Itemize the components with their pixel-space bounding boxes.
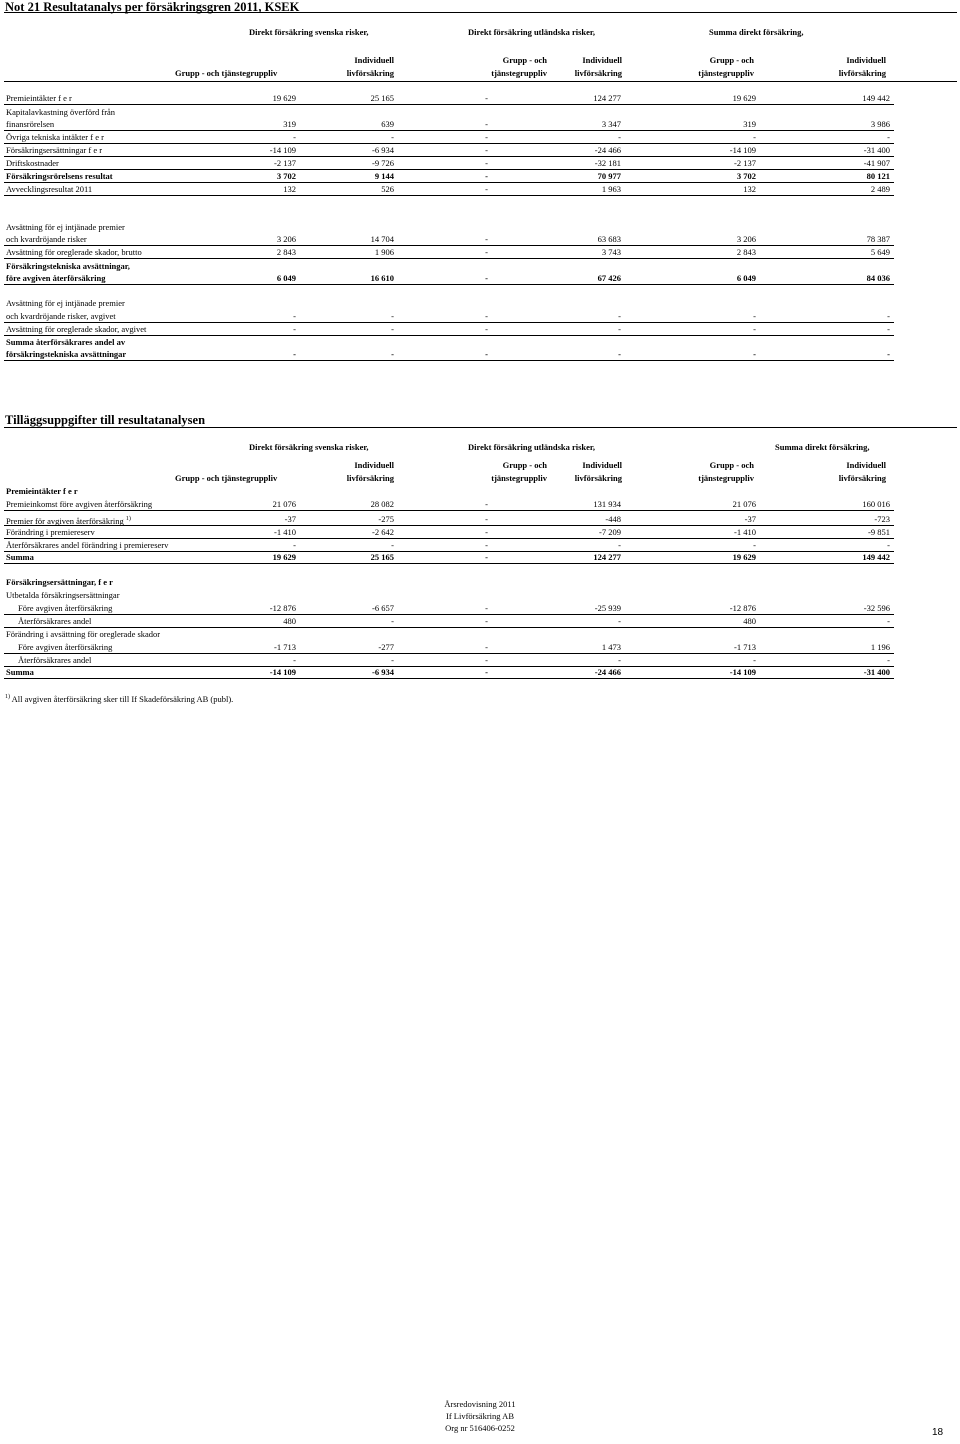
page-title: Not 21 Resultatanalys per försäkringsgren 2011, KSEK [5, 0, 300, 14]
subsection-heading: Premieintäkter f e r [6, 486, 78, 496]
colhead-1: Grupp - och tjänstegruppliv [175, 68, 278, 78]
table-row-label: Avsättning för ej intjänade premier [6, 298, 125, 308]
table-row-total: Summa 19 629 25 165 - 124 277 19 629 149 442 [4, 552, 894, 564]
colhead-6b: livförsäkring [838, 473, 886, 483]
footer-line: Org nr 516406-0252 [445, 1423, 515, 1433]
colhead-3a: Grupp - och [502, 460, 547, 470]
table-row: Avsättning för oreglerade skador, avgivet - - - - - - [4, 324, 894, 336]
table-row: Driftskostnader -2 137 -9 726 - -32 181 -2 137 -41 907 [4, 158, 894, 170]
colhead-6a: Individuell [846, 55, 886, 65]
table-row-label: Avsättning för ej intjänade premier [6, 222, 125, 232]
colhead-3b: tjänstegruppliv [491, 473, 547, 483]
table-row: Avsättning för oreglerade skador, brutto 2 843 1 906 - 3 743 2 843 5 649 [4, 247, 894, 259]
group-header-summa: Summa direkt försäkring, [709, 27, 804, 37]
table-row: finansrörelsen 319 639 - 3 347 319 3 986 [4, 119, 894, 131]
table-row: Återförsäkrares andel - - - - - - [4, 655, 894, 667]
page-footer [360, 1398, 600, 1434]
title-rule [4, 12, 957, 13]
group-header-svenska: Direkt försäkring svenska risker, [249, 442, 369, 452]
footnote-marker: 1) [125, 516, 131, 522]
colhead-1: Grupp - och tjänstegruppliv [175, 473, 278, 483]
table-row: Premieinkomst före avgiven återförsäkring 21 076 28 082 - 131 934 21 076 160 016 [4, 499, 894, 511]
table-row-total: försäkringstekniska avsättningar - - - - - - [4, 349, 894, 361]
table-row-total: Försäkringsrörelsens resultat 3 702 9 144 - 70 977 3 702 80 121 [4, 171, 894, 183]
colhead-4b: livförsäkring [574, 473, 622, 483]
table-row-label: Kapitalavkastning överförd från [6, 107, 116, 117]
footnote-text: All avgiven återförsäkring sker till If Skadeförsäkring AB (publ). [11, 694, 234, 704]
colhead-2a: Individuell [354, 460, 394, 470]
section-rule [4, 427, 957, 428]
footnote [5, 694, 233, 704]
group-header-utlandska: Direkt försäkring utländska risker, [468, 27, 596, 37]
footer-line: Årsredovisning 2011 [444, 1399, 516, 1409]
subsection-heading: Försäkringsersättningar, f e r [6, 577, 113, 587]
colhead-6a: Individuell [846, 460, 886, 470]
colhead-2b: livförsäkring [346, 68, 394, 78]
table-row-label: Förändring i avsättning för oreglerade skador [6, 629, 161, 639]
table-row: och kvardröjande risker 3 206 14 704 - 63 683 3 206 78 387 [4, 234, 894, 246]
colhead-2b: livförsäkring [346, 473, 394, 483]
table-row-total: före avgiven återförsäkring 6 049 16 610 - 67 426 6 049 84 036 [4, 273, 894, 285]
colhead-5a: Grupp - och [709, 460, 754, 470]
footer-line: If Livförsäkring AB [446, 1411, 514, 1421]
table-row: Premier för avgiven återförsäkring $^{1)}$ -37 -275 - -448 -37 -723 [4, 514, 894, 526]
group-header-svenska: Direkt försäkring svenska risker, [249, 27, 369, 37]
section-title: Tilläggsuppgifter till resultatanalysen [5, 413, 206, 427]
colhead-6b: livförsäkring [838, 68, 886, 78]
table-row: Försäkringsersättningar f e r -14 109 -6 934 - -24 466 -14 109 -31 400 [4, 145, 894, 157]
colhead-4a: Individuell [582, 55, 622, 65]
table-row: Före avgiven återförsäkring -12 876 -6 657 - -25 939 -12 876 -32 596 [4, 603, 894, 615]
colhead-3a: Grupp - och [502, 55, 547, 65]
table-row: Återförsäkrares andel förändring i premiereserv - - - - - - [4, 540, 894, 552]
table-row-label: Försäkringstekniska avsättningar, [6, 261, 130, 271]
group-header-utlandska: Direkt försäkring utländska risker, [468, 442, 596, 452]
footnote-marker: 1) [5, 694, 10, 701]
colhead-4b: livförsäkring [574, 68, 622, 78]
page-number: 18 [932, 1427, 944, 1438]
table-row: Övriga tekniska intäkter f e r - - - - - - [4, 132, 894, 144]
table-row-label: Utbetalda försäkringsersättningar [6, 590, 120, 600]
colhead-4a: Individuell [582, 460, 622, 470]
colhead-3b: tjänstegruppliv [491, 68, 547, 78]
colhead-5a: Grupp - och [709, 55, 754, 65]
table-row-label: Summa återförsäkrares andel av [6, 337, 126, 347]
table-row: Förändring i premiereserv -1 410 -2 642 - -7 209 -1 410 -9 851 [4, 527, 894, 539]
group-header-summa: Summa direkt försäkring, [775, 442, 870, 452]
table-row: och kvardröjande risker, avgivet - - - - - - [4, 311, 894, 323]
table-row: Före avgiven återförsäkring -1 713 -277 - 1 473 -1 713 1 196 [4, 642, 894, 654]
table-row: Återförsäkrares andel 480 - - - 480 - [4, 616, 894, 628]
colhead-5b: tjänstegruppliv [698, 473, 754, 483]
colhead-5b: tjänstegruppliv [698, 68, 754, 78]
header-rule [4, 81, 957, 82]
table-row-total: Summa -14 109 -6 934 - -24 466 -14 109 -31 400 [4, 667, 894, 679]
colhead-2a: Individuell [354, 55, 394, 65]
table-row: Avvecklingsresultat 2011 132 526 - 1 963 132 2 489 [4, 184, 894, 196]
table-row: Premieintäkter f e r 19 629 25 165 - 124 277 19 629 149 442 [4, 93, 894, 105]
